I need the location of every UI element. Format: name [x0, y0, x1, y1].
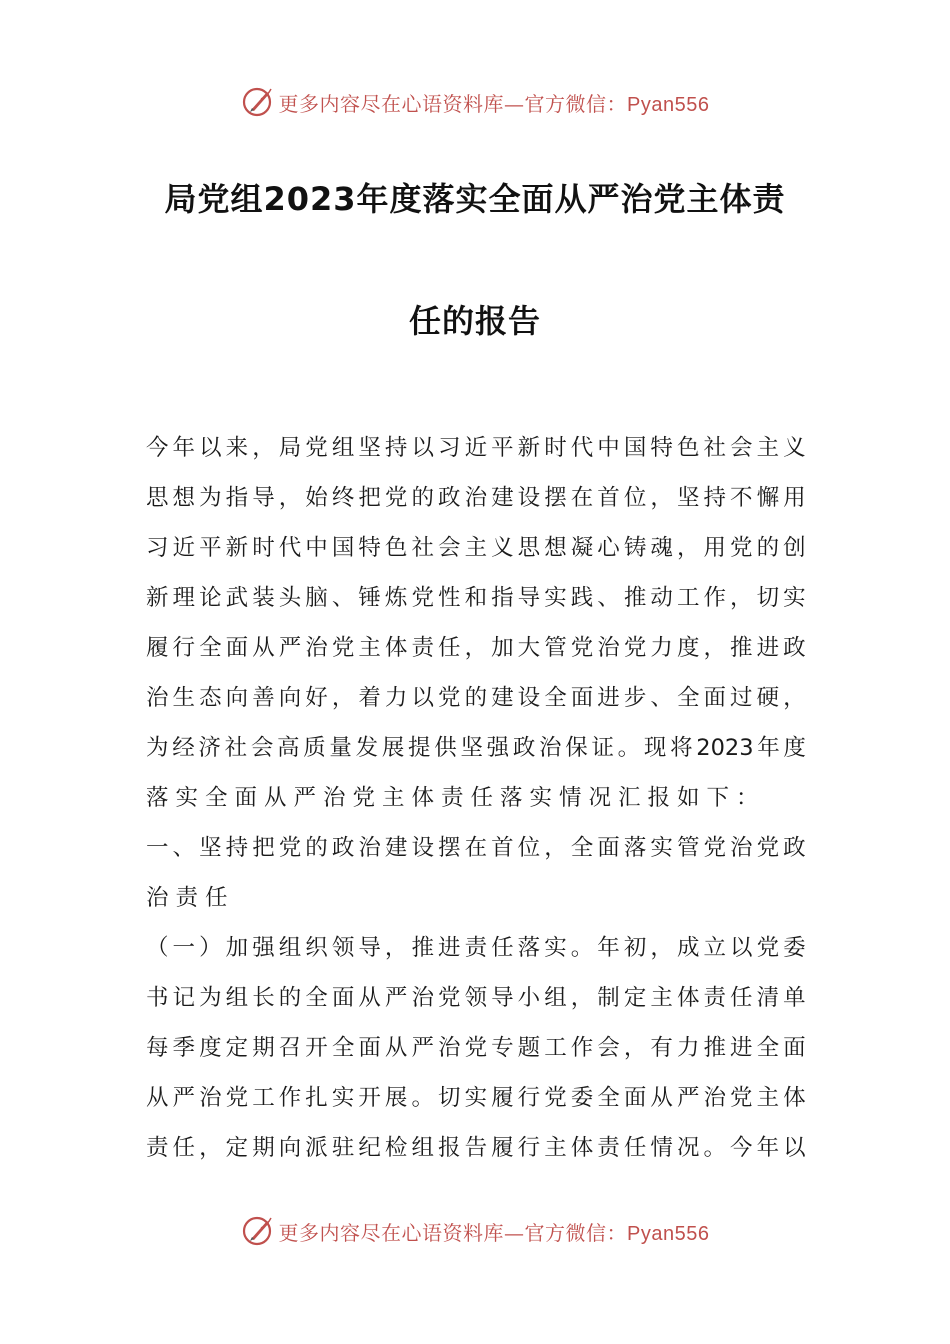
wechat-id: Pyan556: [627, 93, 710, 116]
body-line: 落实全面从严治党主体责任落实情况汇报如下：: [146, 785, 766, 811]
quill-logo-icon: [241, 1214, 275, 1248]
body-line: 今 年 以 来 ， 局 党 组 坚 持 以 习 近 平 新 时 代 中 国 特 色 社 会 主 义: [146, 435, 806, 461]
document-body: [146, 430, 806, 1180]
section-heading-line: 治责任: [146, 885, 235, 911]
wechat-id: Pyan556: [627, 1222, 710, 1245]
body-line: 新 理 论 武 装 头 脑 、 锤 炼 党 性 和 指 导 实 践 、 推 动 工 作 ， 切 实: [146, 585, 806, 611]
section-heading-line: 一 、 坚 持 把 党 的 政 治 建 设 摆 在 首 位 ， 全 面 落 实 管 党 治 党 政: [146, 835, 806, 861]
body-line: 履 行 全 面 从 严 治 党 主 体 责 任 ， 加 大 管 党 治 党 力 度 ， 推 进 政: [146, 635, 806, 661]
body-line: 为 经 济 社 会 高 质 量 发 展 提 供 坚 强 政 治 保 证 。 现 将 2023 年 度: [146, 735, 806, 761]
footer-watermark: [0, 1211, 950, 1251]
document-title-line-1: 局党组2023年度落实全面从严治党主体责: [164, 180, 786, 218]
watermark-text: 更多内容尽在心语资料库—官方微信：Pyan556: [278, 91, 710, 116]
body-line: 治 生 态 向 善 向 好 ， 着 力 以 党 的 建 设 全 面 进 步 、 全 面 过 硬 ，: [146, 685, 806, 711]
body-line: 思 想 为 指 导 ， 始 终 把 党 的 政 治 建 设 摆 在 首 位 ， 坚 持 不 懈 用: [146, 485, 806, 511]
body-line: 习 近 平 新 时 代 中 国 特 色 社 会 主 义 思 想 凝 心 铸 魂 ， 用 党 的 创: [146, 535, 806, 561]
body-line: （ 一 ） 加 强 组 织 领 导 ， 推 进 责 任 落 实 。 年 初 ， 成 立 以 党 委: [146, 935, 806, 961]
quill-logo-icon: [241, 85, 275, 119]
body-line: 责 任 ， 定 期 向 派 驻 纪 检 组 报 告 履 行 主 体 责 任 情 况 。 今 年 以: [146, 1135, 806, 1161]
watermark-text: 更多内容尽在心语资料库—官方微信：Pyan556: [278, 1220, 710, 1245]
body-line: 每 季 度 定 期 召 开 全 面 从 严 治 党 专 题 工 作 会 ， 有 力 推 进 全 面: [146, 1035, 806, 1061]
document-title-line-2: 任的报告: [408, 302, 541, 340]
header-watermark: [0, 82, 950, 122]
body-line: 从 严 治 党 工 作 扎 实 开 展 。 切 实 履 行 党 委 全 面 从 严 治 党 主 体: [146, 1085, 806, 1111]
body-line: 书 记 为 组 长 的 全 面 从 严 治 党 领 导 小 组 ， 制 定 主 体 责 任 清 单: [146, 985, 806, 1011]
